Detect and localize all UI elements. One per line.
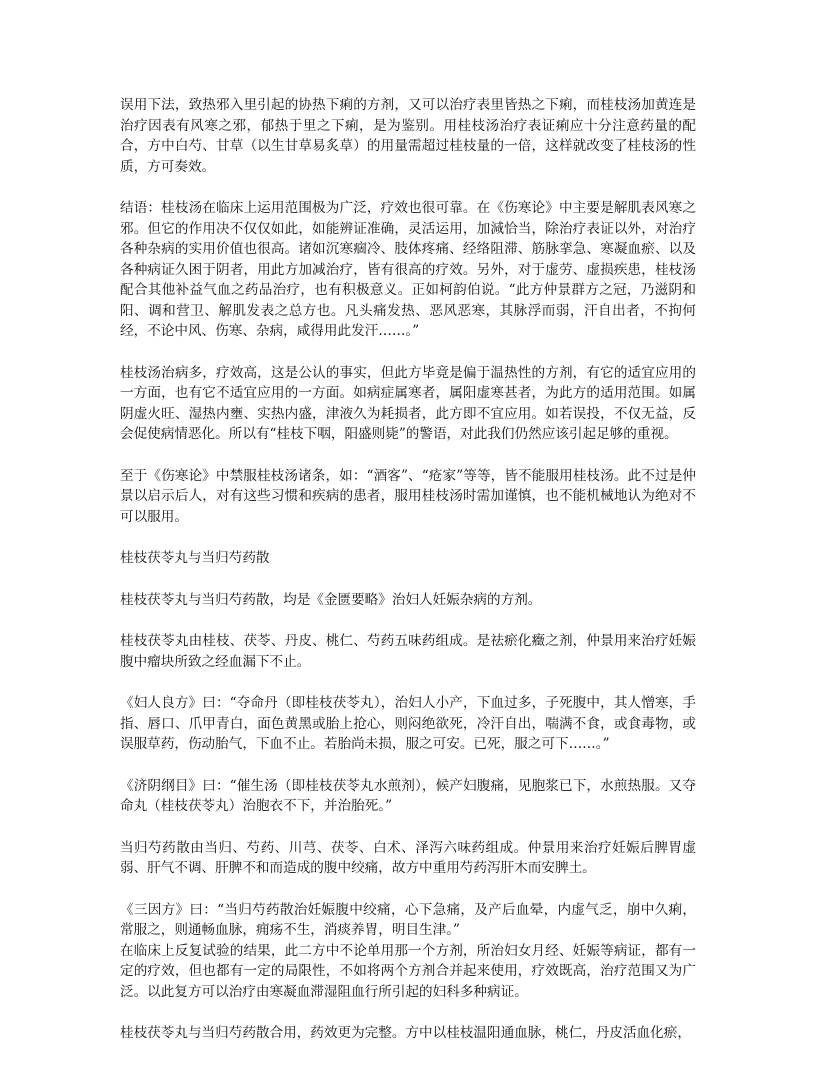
paragraph-danggui-shaoyao: 当归芍药散由当归、芍药、川芎、茯苓、白术、泽泻六味药组成。仲景用来治疗妊娠后脾胃虚弱、肝气不调、肝脾不和而造成的腹中绞痛，故方中重用芍药泻肝木而安脾土。 — [120, 839, 696, 876]
paragraph-intro: 桂枝茯苓丸与当归芍药散，均是《金匮要略》治妇人妊娠杂病的方剂。 — [120, 591, 542, 608]
paragraph-furen-liangfang: 《妇人良方》曰：“夺命丹（即桂枝茯苓丸），治妇人小产，下血过多，子死腹中，其人憎寒，手指、唇口、爪甲青白，面色黄黑或胎上抢心，则闷绝欲死，冷汗自出，喘满不食，或食毒物，或误服草药，伤动胎气，下血不止。若胎尚未损，服之可安。已死，服之可下……。” — [120, 695, 696, 752]
paragraph-guizhi-fuling: 桂枝茯苓丸由桂枝、茯苓、丹皮、桃仁、芍药五味药组成。是祛瘀化癥之剂，仲景用来治疗妊娠腹中瘤块所致之经血漏下不止。 — [120, 633, 696, 670]
paragraph-sanyin-fang: 《三因方》曰：“当归芍药散治妊娠腹中绞痛，心下急痛，及产后血晕，内虚气乏，崩中久痢，常服之，则通畅血脉，痈疡不生，消痰养胃，明目生津。” — [120, 901, 696, 938]
paragraph-combined-use: 桂枝茯苓丸与当归芍药散合用，药效更为完整。方中以桂枝温阳通血脉，桃仁，丹皮活血化瘀， — [120, 1025, 691, 1041]
paragraph-clinical-trials: 在临床上反复试验的结果，此二方中不论单用那一个方剂，所治妇女月经、妊娠等病证，都有一定的疗效，但也都有一定的局限性，不如将两个方剂合并起来使用，疗效既高，治疗范围又为广泛。以此复方可以治疗由寒凝血滞湿阻血行所引起的妇科多种病证。 — [120, 942, 696, 1000]
section-heading: 桂枝茯苓丸与当归芍药散 — [120, 550, 270, 566]
document-page — [120, 95, 696, 1065]
paragraph-prohibitions: 至于《伤寒论》中禁服桂枝汤诸条，如：“酒客”、“疮家”等等，皆不能服用桂枝汤。此不过是仲景以启示后人，对有这些习惯和疾病的患者，服用桂枝汤时需加谨慎，也不能机械地认为绝对不可以服用。 — [120, 467, 696, 525]
paragraph-conclusion: 结语：桂枝汤在临床上运用范围极为广泛，疗效也很可靠。在《伤寒论》中主要是解肌表风寒之邪。但它的作用决不仅仅如此，如能辨证准确，灵活运用，加減恰当，除治疗表证以外，对治疗各种杂病的实用价值也很高。诸如沉寒痼冷、肢体疼痛、经络阻滞、筋脉挛急、寒凝血瘀、以及各种病证久困于阴者，用此方加减治疗，皆有很高的疗效。另外，对于虚劳、虚损疾患，桂枝汤配合其他补益气血之药品治疗，也有积极意义。正如柯韵伯说。“此方仲景群方之冠，乃滋阴和阳、调和营卫、解肌发表之总方也。凡头痛发热、恶风恶寒，其脉浮而弱，汗自出者，不拘何经，不论中风、伤寒、杂病，咸得用此发汗……。” — [120, 200, 696, 339]
paragraph-jiyin-gangmu: 《济阴纲目》曰：“催生汤（即桂枝茯苓丸水煎剂），候产妇腹痛，见胞浆已下，水煎热服。又夺命丸（桂枝茯苓丸）治胞衣不下，并治胎死。” — [120, 777, 696, 814]
paragraph-dysentery-note: 误用下法，致热邪入里引起的协热下痢的方剂，又可以治疗表里皆热之下痢，而桂枝汤加黄连是治疗因表有风寒之邪，郁热于里之下痢，是为鉴别。用桂枝汤治疗表证痢应十分注意药量的配合，方中白芍、甘草（以生甘草易炙草）的用量需超过桂枝量的一倍，这样就改变了桂枝汤的性质，方可奏效。 — [120, 97, 696, 175]
paragraph-suitability: 桂枝汤治病多，疗效高，这是公认的事实，但此方毕竟是偏于温热性的方剂，有它的适宜应用的一方面，也有它不适宜应用的一方面。如病症属寒者，属阳虚寒甚者，为此方的适用范围。如属阴虚火旺、湿热内壅、实热内盛，津液久为耗损者，此方即不宜应用。如若误投，不仅无益，反会促使病情恶化。所以有“桂枝下咽，阳盛则毙”的警语，对此我们仍然应该引起足够的重视。 — [120, 364, 696, 442]
